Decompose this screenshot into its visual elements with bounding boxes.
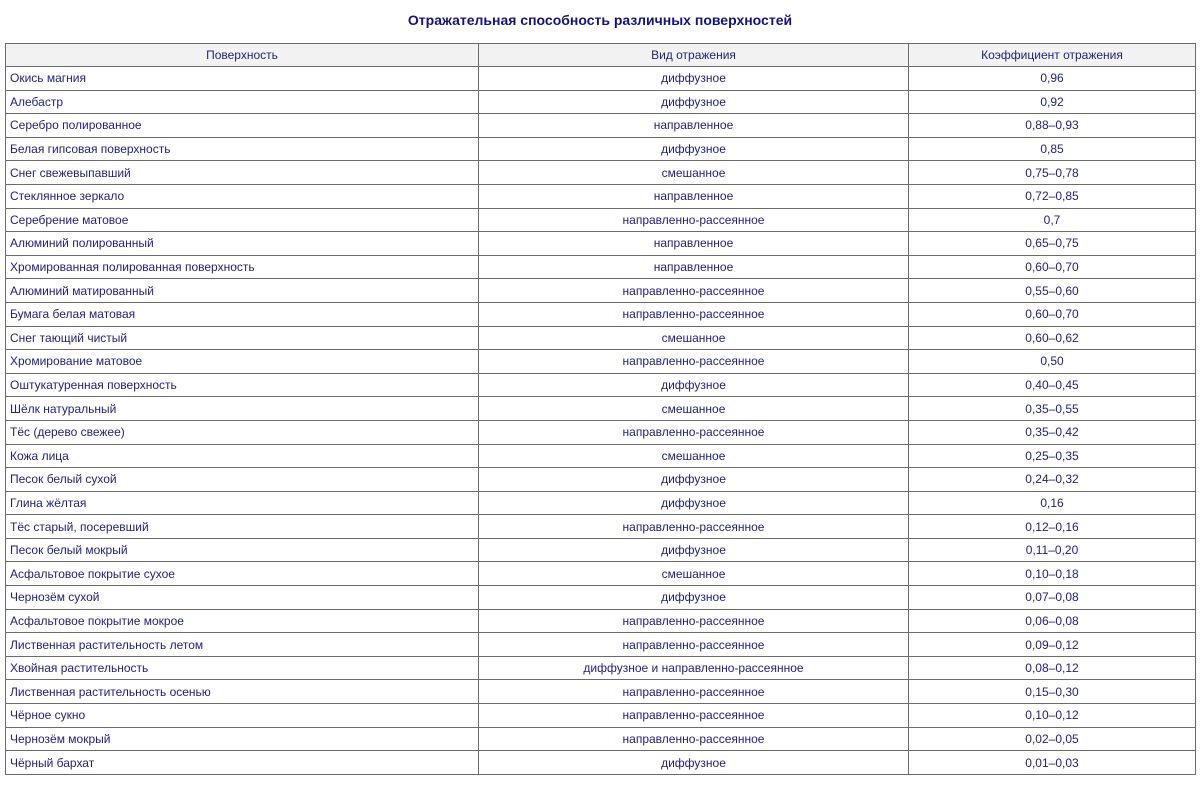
- reflection-type-cell: направленно-рассеянное: [479, 350, 909, 374]
- reflection-coefficient-cell: 0,65–0,75: [909, 232, 1196, 256]
- reflection-coefficient-cell: 0,15–0,30: [909, 680, 1196, 704]
- table-row: [6, 680, 1196, 704]
- reflection-type-cell: смешанное: [479, 397, 909, 421]
- reflection-type-cell: направленно-рассеянное: [479, 208, 909, 232]
- table-row: [6, 562, 1196, 586]
- surface-cell: Тёс (дерево свежее): [6, 420, 479, 444]
- reflection-coefficient-cell: 0,01–0,03: [909, 751, 1196, 775]
- surface-cell: Бумага белая матовая: [6, 302, 479, 326]
- reflection-type-cell: диффузное: [479, 491, 909, 515]
- surface-cell: Лиственная растительность летом: [6, 633, 479, 657]
- surface-cell: Тёс старый, посеревший: [6, 515, 479, 539]
- reflection-type-cell: направленно-рассеянное: [479, 680, 909, 704]
- reflection-type-cell: направленное: [479, 255, 909, 279]
- table-row: [6, 232, 1196, 256]
- reflection-type-cell: направленное: [479, 184, 909, 208]
- reflection-type-cell: направленно-рассеянное: [479, 515, 909, 539]
- reflection-coefficient-cell: 0,07–0,08: [909, 586, 1196, 610]
- column-header-surface: Поверхность: [6, 44, 479, 67]
- reflection-coefficient-cell: 0,16: [909, 491, 1196, 515]
- reflection-type-cell: направленно-рассеянное: [479, 704, 909, 728]
- table-row: [6, 609, 1196, 633]
- table-row: [6, 255, 1196, 279]
- reflection-coefficient-cell: 0,08–0,12: [909, 656, 1196, 680]
- surface-cell: Стеклянное зеркало: [6, 184, 479, 208]
- table-row: [6, 420, 1196, 444]
- reflection-type-cell: смешанное: [479, 161, 909, 185]
- table-row: [6, 633, 1196, 657]
- reflection-coefficient-cell: 0,35–0,55: [909, 397, 1196, 421]
- page-title: Отражательная способность различных поверхностей: [407, 12, 793, 28]
- reflection-coefficient-cell: 0,25–0,35: [909, 444, 1196, 468]
- table-row: [6, 397, 1196, 421]
- reflection-type-cell: диффузное: [479, 90, 909, 114]
- surface-cell: Хромирование матовое: [6, 350, 479, 374]
- reflection-type-cell: диффузное и направленно-рассеянное: [479, 656, 909, 680]
- reflection-type-cell: диффузное: [479, 137, 909, 161]
- reflection-coefficient-cell: 0,09–0,12: [909, 633, 1196, 657]
- surface-cell: Алюминий полированный: [6, 232, 479, 256]
- reflection-coefficient-cell: 0,55–0,60: [909, 279, 1196, 303]
- reflection-coefficient-cell: 0,10–0,18: [909, 562, 1196, 586]
- reflection-coefficient-cell: 0,06–0,08: [909, 609, 1196, 633]
- table-row: [6, 137, 1196, 161]
- reflection-coefficient-cell: 0,72–0,85: [909, 184, 1196, 208]
- reflection-type-cell: направленно-рассеянное: [479, 279, 909, 303]
- reflectance-table: [5, 43, 1196, 775]
- reflection-coefficient-cell: 0,88–0,93: [909, 114, 1196, 138]
- surface-cell: Белая гипсовая поверхность: [6, 137, 479, 161]
- reflection-coefficient-cell: 0,60–0,70: [909, 255, 1196, 279]
- surface-cell: Алюминий матированный: [6, 279, 479, 303]
- table-row: [6, 373, 1196, 397]
- reflection-type-cell: диффузное: [479, 538, 909, 562]
- reflection-coefficient-cell: 0,96: [909, 67, 1196, 91]
- surface-cell: Чёрное сукно: [6, 704, 479, 728]
- reflection-type-cell: диффузное: [479, 373, 909, 397]
- reflection-coefficient-cell: 0,40–0,45: [909, 373, 1196, 397]
- reflection-type-cell: направленно-рассеянное: [479, 609, 909, 633]
- reflection-type-cell: направленное: [479, 114, 909, 138]
- reflection-type-cell: диффузное: [479, 67, 909, 91]
- table-row: [6, 184, 1196, 208]
- table-row: [6, 279, 1196, 303]
- table-row: [6, 302, 1196, 326]
- table-row: [6, 491, 1196, 515]
- surface-cell: Шёлк натуральный: [6, 397, 479, 421]
- table-row: [6, 656, 1196, 680]
- table-row: [6, 704, 1196, 728]
- reflection-coefficient-cell: 0,85: [909, 137, 1196, 161]
- surface-cell: Снег тающий чистый: [6, 326, 479, 350]
- reflection-type-cell: направленное: [479, 232, 909, 256]
- surface-cell: Песок белый сухой: [6, 468, 479, 492]
- reflection-type-cell: направленно-рассеянное: [479, 727, 909, 751]
- surface-cell: Глина жёлтая: [6, 491, 479, 515]
- table-row: [6, 727, 1196, 751]
- surface-cell: Чернозём мокрый: [6, 727, 479, 751]
- reflection-type-cell: смешанное: [479, 444, 909, 468]
- reflection-type-cell: диффузное: [479, 468, 909, 492]
- column-header-reflection-coefficient: Коэффициент отражения: [909, 44, 1196, 67]
- surface-cell: Серебро полированное: [6, 114, 479, 138]
- table-row: [6, 468, 1196, 492]
- reflection-coefficient-cell: 0,02–0,05: [909, 727, 1196, 751]
- surface-cell: Песок белый мокрый: [6, 538, 479, 562]
- column-header-reflection-type: Вид отражения: [479, 44, 909, 67]
- reflection-coefficient-cell: 0,60–0,70: [909, 302, 1196, 326]
- surface-cell: Алебастр: [6, 90, 479, 114]
- table-header-row: [6, 44, 1196, 67]
- surface-cell: Чернозём сухой: [6, 586, 479, 610]
- surface-cell: Чёрный бархат: [6, 751, 479, 775]
- table-row: [6, 208, 1196, 232]
- reflection-type-cell: смешанное: [479, 326, 909, 350]
- reflection-type-cell: диффузное: [479, 586, 909, 610]
- reflection-coefficient-cell: 0,7: [909, 208, 1196, 232]
- reflection-type-cell: направленно-рассеянное: [479, 420, 909, 444]
- reflection-coefficient-cell: 0,10–0,12: [909, 704, 1196, 728]
- reflection-coefficient-cell: 0,75–0,78: [909, 161, 1196, 185]
- surface-cell: Кожа лица: [6, 444, 479, 468]
- reflection-type-cell: диффузное: [479, 751, 909, 775]
- reflection-type-cell: направленно-рассеянное: [479, 302, 909, 326]
- reflection-coefficient-cell: 0,60–0,62: [909, 326, 1196, 350]
- reflection-coefficient-cell: 0,12–0,16: [909, 515, 1196, 539]
- surface-cell: Хвойная растительность: [6, 656, 479, 680]
- table-row: [6, 67, 1196, 91]
- table-row: [6, 114, 1196, 138]
- table-row: [6, 515, 1196, 539]
- surface-cell: Окись магния: [6, 67, 479, 91]
- reflection-type-cell: смешанное: [479, 562, 909, 586]
- reflection-coefficient-cell: 0,11–0,20: [909, 538, 1196, 562]
- table-row: [6, 538, 1196, 562]
- table-row: [6, 586, 1196, 610]
- reflection-coefficient-cell: 0,35–0,42: [909, 420, 1196, 444]
- reflection-type-cell: направленно-рассеянное: [479, 633, 909, 657]
- table-row: [6, 90, 1196, 114]
- surface-cell: Хромированная полированная поверхность: [6, 255, 479, 279]
- surface-cell: Оштукатуренная поверхность: [6, 373, 479, 397]
- table-row: [6, 161, 1196, 185]
- table-row: [6, 350, 1196, 374]
- table-row: [6, 751, 1196, 775]
- table-body: [6, 67, 1196, 775]
- surface-cell: Лиственная растительность осенью: [6, 680, 479, 704]
- reflection-coefficient-cell: 0,92: [909, 90, 1196, 114]
- reflection-coefficient-cell: 0,50: [909, 350, 1196, 374]
- surface-cell: Снег свежевыпавший: [6, 161, 479, 185]
- surface-cell: Асфальтовое покрытие мокрое: [6, 609, 479, 633]
- table-row: [6, 444, 1196, 468]
- surface-cell: Серебрение матовое: [6, 208, 479, 232]
- surface-cell: Асфальтовое покрытие сухое: [6, 562, 479, 586]
- table-row: [6, 326, 1196, 350]
- reflection-coefficient-cell: 0,24–0,32: [909, 468, 1196, 492]
